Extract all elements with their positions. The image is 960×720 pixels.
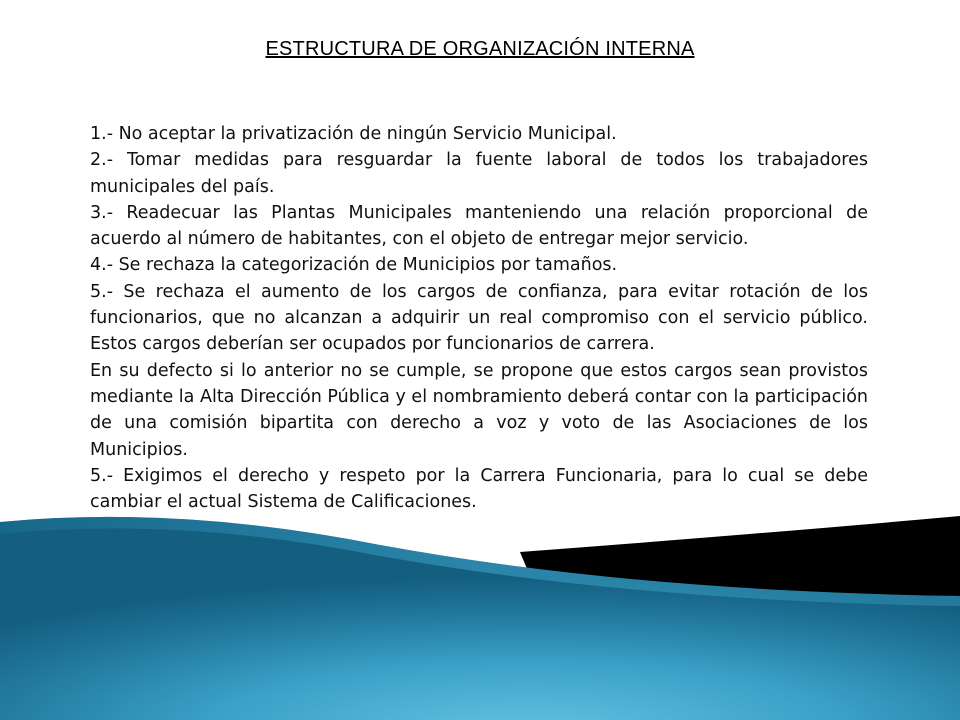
- slide-title: ESTRUCTURA DE ORGANIZACIÓN INTERNA: [265, 38, 695, 60]
- paragraph-3: 3.- Readecuar las Plantas Municipales manteniendo una relación proporcional de acuerdo al número de habitantes, con el objeto de entregar mejor servicio.: [90, 202, 868, 250]
- paragraph-7: 5.- Exigimos el derecho y respeto por la Carrera Funcionaria, para lo cual se debe cambiar el actual Sistema de Calificaciones.: [90, 465, 868, 513]
- paragraph-5: 5.- Se rechaza el aumento de los cargos de confianza, para evitar rotación de los funcionarios, que no alcanzan a adquirir un real compromiso con el servicio público. Estos cargos deberían ser ocupados por funcionarios de carrera.: [90, 281, 868, 355]
- paragraph-2: 2.- Tomar medidas para resguardar la fuente laboral de todos los trabajadores municipales del país.: [90, 150, 868, 197]
- paragraph-4: 4.- Se rechaza la categorización de Municipios por tamaños.: [90, 255, 618, 276]
- slide-body: [90, 121, 868, 515]
- paragraph-6: En su defecto si lo anterior no se cumple, se propone que estos cargos sean provistos mediante la Alta Dirección Pública y el nombramiento deberá contar con la participación de una comisión bipartita con derecho a voz y voto de las Asociaciones de los Municipios.: [90, 360, 868, 460]
- paragraph-1: 1.- No aceptar la privatización de ningún Servicio Municipal.: [90, 124, 617, 144]
